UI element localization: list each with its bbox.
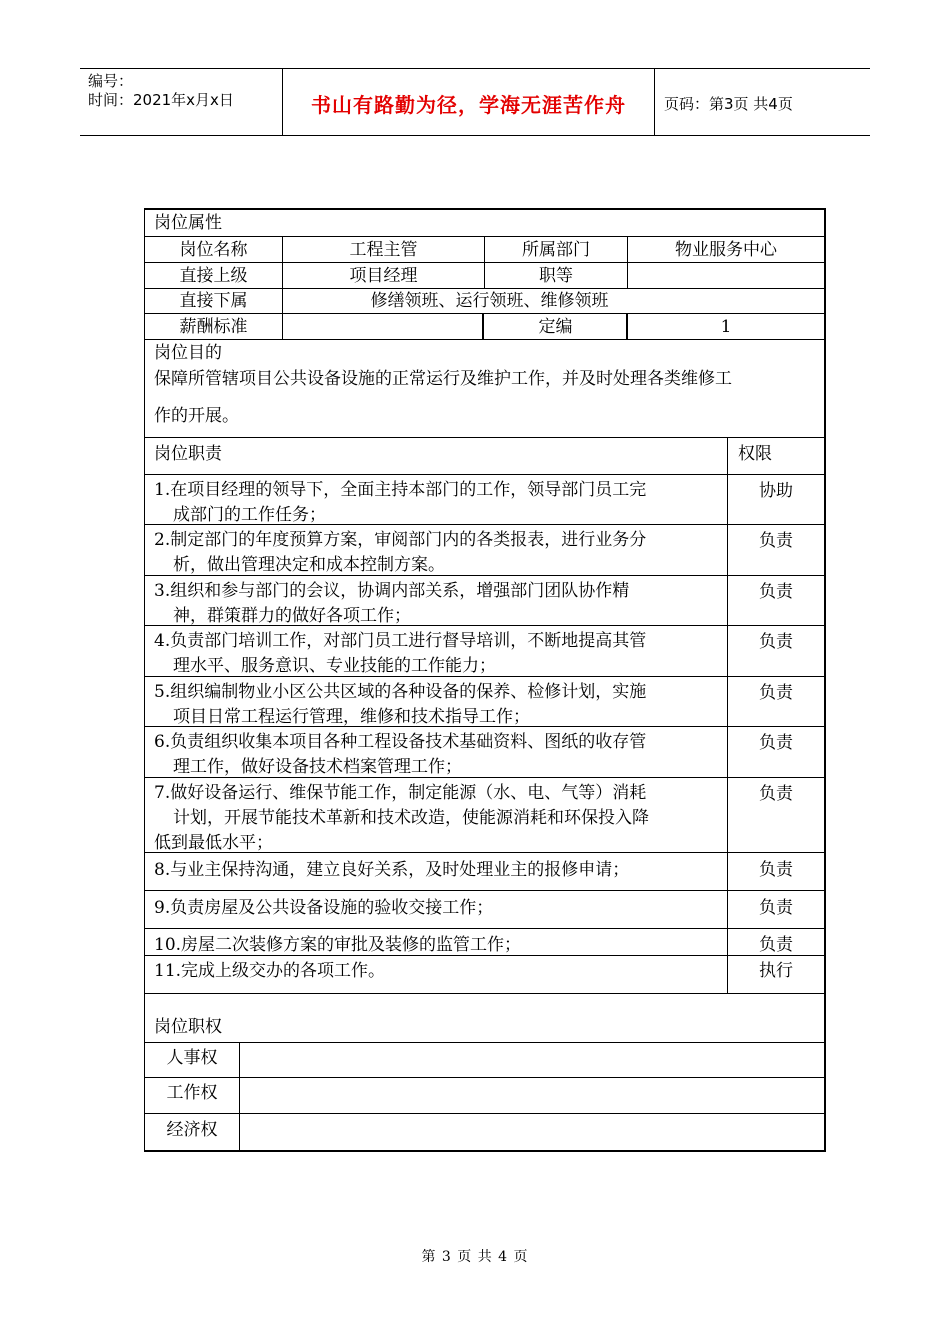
section-title-duties: 岗位职责 (154, 444, 222, 464)
superior-value: 项目经理 (349, 266, 418, 286)
table-border-left (144, 208, 145, 1152)
subordinates-label: 直接下属 (179, 291, 248, 311)
headcount-value: 1 (720, 317, 732, 337)
duty-item-6: 6.负责组织收集本项目各种工程设备技术基础资料、图纸的收存管 理工作，做好设备技术档案管理工作； (154, 732, 647, 777)
duty-item-9: 9.负责房屋及公共设备设施的验收交接工作； (154, 898, 494, 918)
duty-item-7: 7.做好设备运行、维保节能工作，制定能源（水、电、气等）消耗 计划，开展节能技术革新和技术改造，使能源消耗和环保投入降 低到最低水平； (154, 783, 649, 853)
duty-authority-8: 负责 (759, 860, 793, 880)
position-name-value: 工程主管 (349, 240, 418, 260)
section-title-attributes: 岗位属性 (154, 213, 222, 233)
duty-authority-1: 协助 (759, 481, 793, 501)
superior-label: 直接上级 (179, 266, 248, 286)
duty-authority-5: 负责 (759, 683, 793, 703)
position-name-label: 岗位名称 (179, 240, 248, 260)
table-border-top (144, 208, 826, 210)
duty-item-11: 11.完成上级交办的各项工作。 (154, 961, 386, 981)
header-divider-right (654, 68, 655, 136)
page-info: 页码：第3页 共4页 (664, 95, 793, 113)
subordinates-value: 修缮领班、运行领班、维修领班 (370, 291, 609, 311)
duty-authority-11: 执行 (759, 961, 793, 981)
department-value: 物业服务中心 (675, 240, 777, 260)
work-power-label: 工作权 (166, 1083, 218, 1103)
document-number-label: 编号： (88, 72, 134, 90)
personnel-power-label: 人事权 (166, 1048, 218, 1068)
authority-header: 权限 (738, 444, 772, 464)
duty-item-3: 3.组织和参与部门的会议，协调内部关系，增强部门团队协作精 神，群策群力的做好各项工作； (154, 581, 630, 626)
section-title-purpose: 岗位目的 (154, 343, 222, 363)
department-label: 所属部门 (522, 240, 590, 260)
purpose-text-line-1: 保障所管辖项目公共设备设施的正常运行及维护工作，并及时处理各类维修工 (154, 369, 732, 389)
purpose-text-line-2: 作的开展。 (154, 406, 239, 426)
duty-authority-3: 负责 (759, 582, 793, 602)
table-border-right (824, 208, 826, 1152)
duty-item-4: 4.负责部门培训工作，对部门员工进行督导培训，不断地提高其管 理水平、服务意识、专业技能的工作能力； (154, 631, 647, 676)
header-bottom-rule (80, 135, 870, 136)
duty-item-1: 1.在项目经理的领导下，全面主持本部门的工作，领导部门员工完 成部门的工作任务； (154, 480, 647, 525)
document-date: 时间：2021年x月x日 (88, 91, 234, 109)
duty-authority-9: 负责 (759, 898, 793, 918)
header-motto: 书山有路勤为径，学海无涯苦作舟 (311, 93, 626, 117)
headcount-label: 定编 (538, 317, 573, 337)
duty-authority-4: 负责 (759, 632, 793, 652)
grade-label: 职等 (539, 266, 573, 286)
salary-label: 薪酬标准 (179, 317, 248, 337)
duty-item-8: 8.与业主保持沟通，建立良好关系，及时处理业主的报修申请； (154, 860, 630, 880)
header-top-rule (80, 68, 870, 69)
duty-authority-7: 负责 (759, 784, 793, 804)
duty-item-2: 2.制定部门的年度预算方案，审阅部门内的各类报表，进行业务分 析，做出管理决定和成本控制方案。 (154, 530, 647, 575)
economic-power-label: 经济权 (166, 1120, 218, 1140)
duty-item-10: 10.房屋二次装修方案的审批及装修的监管工作； (154, 935, 522, 955)
section-title-powers: 岗位职权 (154, 1017, 222, 1037)
page-footer: 第 3 页 共 4 页 (421, 1249, 529, 1265)
duty-item-5: 5.组织编制物业小区公共区域的各种设备的保养、检修计划，实施 项目日常工程运行管理，维修和技术指导工作； (154, 682, 647, 727)
duty-authority-2: 负责 (759, 531, 793, 551)
duty-authority-6: 负责 (759, 733, 793, 753)
table-border-bottom (144, 1150, 826, 1152)
duty-authority-10: 负责 (759, 935, 793, 955)
